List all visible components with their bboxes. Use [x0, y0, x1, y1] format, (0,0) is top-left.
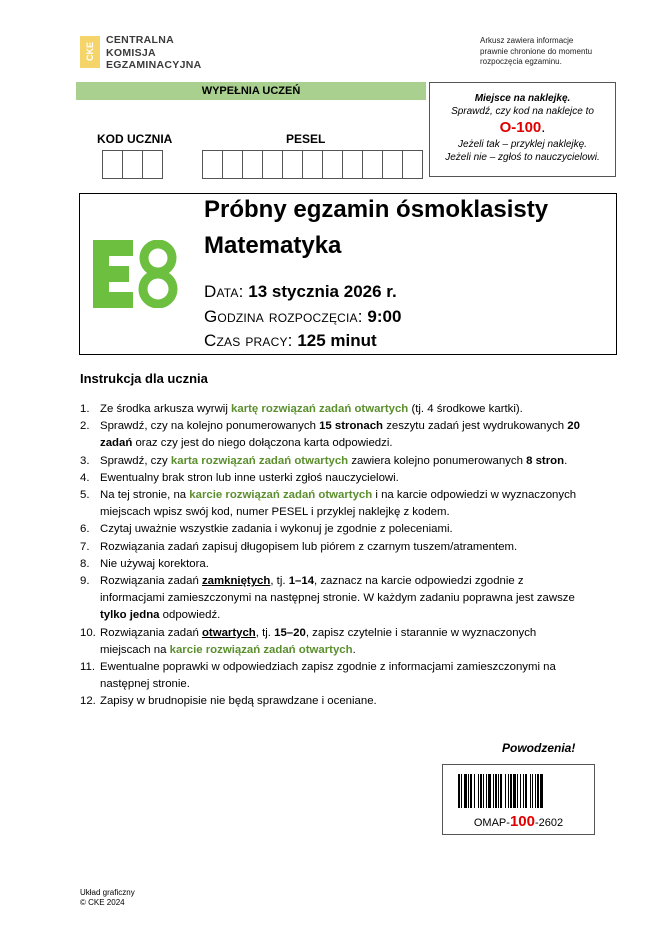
student-code-label: KOD UCZNIA [97, 132, 173, 146]
instructions-title: Instrukcja dla ucznia [80, 371, 208, 386]
sticker-yes-text: Jeżeli tak – przyklej naklejkę. [458, 139, 587, 150]
instruction-item [80, 625, 590, 659]
instruction-number: 8. [80, 557, 90, 570]
cke-logo-text: CENTRALNA KOMISJA EGZAMINACYJNA [106, 34, 202, 71]
e8-logo-icon [93, 240, 185, 308]
instruction-item [80, 401, 590, 418]
code-cell[interactable] [142, 150, 163, 179]
instruction-item [80, 487, 590, 521]
pesel-cells[interactable] [202, 150, 422, 179]
instruction-item [80, 418, 590, 452]
instruction-text: Ewentualne poprawki w odpowiedziach zapisz zgodnie z informacjami zamieszczonymi na następnej stronie. [100, 661, 556, 691]
code-cell[interactable] [102, 150, 123, 179]
pesel-cell[interactable] [302, 150, 323, 179]
instruction-item [80, 539, 590, 556]
barcode-icon [458, 774, 579, 808]
instruction-item [80, 573, 590, 625]
sticker-code: O-100. [499, 119, 546, 136]
instruction-text: Rozwiązania zadań zamkniętych, tj. 1–14, zaznacz na karcie odpowiedzi zgodnie z informacjami zamieszczonymi na następnej stronie. W każdym zadaniu poprawna jest zawsze tylko jedna odpowiedź. [100, 575, 575, 622]
instruction-number: 1. [80, 403, 90, 415]
instruction-text: Czytaj uważnie wszystkie zadania i wykonuj je zgodnie z poleceniami. [100, 523, 453, 536]
instruction-number: 2. [80, 420, 90, 433]
instruction-text: Sprawdź, czy na kolejno ponumerowanych 15 stronach zeszytu zadań jest wydrukowanych 20 zadań oraz czy jest do niego dołączona karta odpowiedzi. [100, 420, 580, 450]
instruction-text: Nie używaj korektora. [100, 557, 209, 570]
good-luck-text: Powodzenia! [502, 741, 576, 755]
sticker-no-text: Jeżeli nie – zgłoś to nauczycielowi. [445, 152, 600, 163]
instruction-text: Rozwiązania zadań otwartych, tj. 15–20, zapisz czytelnie i starannie w wyznaczonych miejscach na karcie rozwiązań zadań otwartych. [100, 626, 537, 656]
instruction-text: Ze środka arkusza wyrwij kartę rozwiązań zadań otwartych (tj. 4 środkowe kartki). [100, 403, 523, 415]
instruction-number: 10. [80, 626, 96, 639]
pesel-cell[interactable] [362, 150, 383, 179]
instruction-number: 6. [80, 523, 90, 536]
footer-credit: Układ graficzny © CKE 2024 [80, 888, 135, 907]
instruction-text: Sprawdź, czy karta rozwiązań zadań otwartych zawiera kolejno ponumerowanych 8 stron. [100, 454, 568, 467]
code-cell[interactable] [122, 150, 143, 179]
instruction-item [80, 453, 590, 470]
sticker-title: Miejsce na naklejkę. [474, 93, 571, 104]
instruction-text: Ewentualny brak stron lub inne usterki zgłoś nauczycielowi. [100, 471, 399, 484]
instruction-text: Zapisy w brudnopisie nie będą sprawdzane i oceniane. [100, 695, 377, 708]
instruction-item [80, 521, 590, 538]
instruction-text: Rozwiązania zadań zapisuj długopisem lub piórem z czarnym tuszem/atramentem. [100, 540, 518, 553]
exam-subject: Matematyka [204, 232, 342, 259]
legal-note: Arkusz zawiera informacje prawnie chronione do momentu rozpoczęcia egzaminu. [480, 36, 593, 66]
pesel-cell[interactable] [202, 150, 223, 179]
exam-start-time: Godzina rozpoczęcia: 9:00 [204, 307, 402, 326]
instruction-number: 9. [80, 575, 90, 588]
student-fill-bar: WYPEŁNIA UCZEŃ [76, 82, 426, 100]
pesel-cell[interactable] [242, 150, 263, 179]
sticker-check-text: Sprawdź, czy kod na naklejce to [451, 106, 594, 117]
instruction-number: 5. [80, 489, 90, 502]
instructions-list [80, 401, 590, 711]
instruction-item [80, 470, 590, 487]
instruction-number: 7. [80, 540, 90, 553]
barcode-text: OMAP-100-2602 [473, 813, 564, 830]
pesel-cell[interactable] [382, 150, 403, 179]
pesel-cell[interactable] [262, 150, 283, 179]
exam-date: Data: 13 stycznia 2026 r. [204, 282, 397, 301]
exam-duration: Czas pracy: 125 minut [204, 331, 377, 350]
instruction-number: 11. [80, 661, 95, 674]
instruction-item [80, 659, 590, 693]
student-code-cells[interactable] [102, 150, 162, 179]
cke-logo-mark: CKE [80, 36, 100, 68]
instruction-text: Na tej stronie, na karcie rozwiązań zadań otwartych i na karcie odpowiedzi w wyznaczonych miejscach wpisz swój kod, numer PESEL i przyklej naklejkę z kodem. [100, 489, 577, 519]
exam-title: Próbny egzamin ósmoklasisty [204, 196, 549, 223]
instruction-number: 4. [80, 471, 90, 484]
instruction-item [80, 693, 590, 710]
pesel-cell[interactable] [402, 150, 423, 179]
pesel-cell[interactable] [282, 150, 303, 179]
sticker-area [429, 82, 616, 177]
instruction-number: 12. [80, 695, 96, 708]
instruction-item [80, 556, 590, 573]
pesel-label: PESEL [286, 132, 326, 146]
instruction-number: 3. [80, 454, 90, 467]
pesel-cell[interactable] [342, 150, 363, 179]
pesel-cell[interactable] [322, 150, 343, 179]
pesel-cell[interactable] [222, 150, 243, 179]
